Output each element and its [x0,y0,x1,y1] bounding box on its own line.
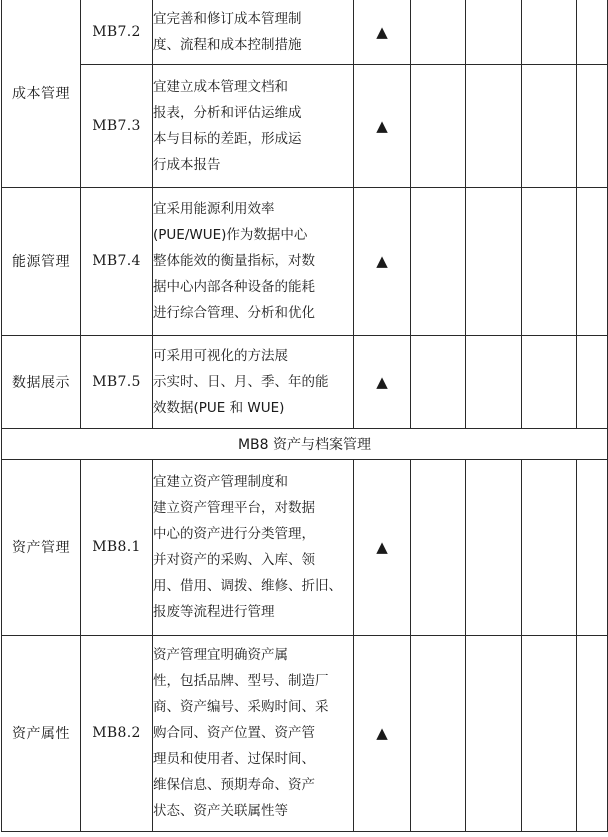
code-cell [81,335,153,428]
level-mark-cell [354,187,411,335]
text-line: 宜完善和修订成本管理制 [153,10,302,27]
category-label: 能源管理 [12,254,70,270]
empty-level-cell [522,335,577,428]
item-code: MB7.3 [92,117,141,134]
table-row-mb7-2 [2,0,608,64]
table-row-mb7-5 [2,335,608,428]
triangle-mark-icon: ▲ [376,724,388,742]
item-code: MB7.4 [92,253,141,269]
table-row-mb7-3 [2,64,608,187]
empty-level-cell [466,0,522,64]
empty-level-cell [577,335,608,428]
text-line: 中心的资产进行分类管理， [153,526,315,542]
text-line: 维保信息、预期寿命、资产 [153,777,315,793]
text-line: 理员和使用者、过保时间、 [153,751,315,767]
requirement-text-cell [153,187,354,335]
requirements-table [1,0,608,832]
requirement-text-cell [153,459,354,635]
empty-level-cell [522,187,577,335]
code-cell [81,187,153,335]
category-cell-energy-management [2,187,81,335]
text-line: 据中心内部各种设备的能耗 [153,279,315,295]
code-cell [81,0,153,64]
empty-level-cell [522,459,577,635]
text-line: 资产管理宜明确资产属 [153,647,288,663]
empty-level-cell [577,64,608,187]
level-mark-cell [354,64,411,187]
requirement-text-cell [153,64,354,187]
text-line: 并对资产的采购、入库、领 [153,552,315,568]
table-row-mb8-2 [2,635,608,831]
text-line: 行成本报告 [153,156,221,173]
empty-level-cell [411,459,466,635]
requirement-text-cell [153,0,354,64]
level-mark-cell [354,335,411,428]
text-line: 宜建立成本管理文档和 [153,78,288,95]
empty-level-cell [466,187,522,335]
category-label: 数据展示 [12,374,70,391]
text-line: 状态、资产关联属性等 [153,803,288,819]
category-cell-asset-management [2,459,81,635]
empty-level-cell [577,187,608,335]
item-code: MB7.5 [92,373,141,390]
text-line: 进行综合管理、分析和优化 [153,305,315,321]
code-cell [81,459,153,635]
triangle-mark-icon: ▲ [376,116,388,135]
section-title-cell [2,428,608,459]
item-code: MB8.1 [92,539,141,555]
empty-level-cell [411,335,466,428]
level-mark-cell [354,459,411,635]
level-mark-cell [354,635,411,831]
empty-level-cell [411,64,466,187]
text-line: 性，包括品牌、型号、制造厂 [153,673,329,689]
text-line: 购合同、资产位置、资产管 [153,725,315,741]
empty-level-cell [411,187,466,335]
level-mark-cell [354,0,411,64]
category-cell-cost-management [2,0,81,187]
table-row-mb8-1 [2,459,608,635]
text-line: 宜建立资产管理制度和 [153,474,288,490]
text-line: 建立资产管理平台，对数据 [153,500,315,516]
text-line: 本与目标的差距，形成运 [153,130,302,147]
empty-level-cell [522,64,577,187]
text-line: 示实时、日、月、季、年的能 [153,373,329,390]
empty-level-cell [522,635,577,831]
category-label: 成本管理 [12,86,70,103]
text-line: 宜采用能源利用效率 [153,201,275,217]
text-line: 可采用可视化的方法展 [153,347,288,364]
empty-level-cell [577,635,608,831]
section-header-row [2,428,608,459]
triangle-mark-icon: ▲ [376,22,388,41]
empty-level-cell [466,635,522,831]
triangle-mark-icon: ▲ [376,252,388,270]
table-row-mb7-4 [2,187,608,335]
code-cell [81,635,153,831]
category-cell-asset-attributes [2,635,81,831]
category-label: 资产管理 [12,540,70,556]
empty-level-cell [466,335,522,428]
empty-level-cell [522,0,577,64]
requirement-text-cell [153,635,354,831]
table-body [2,0,608,831]
empty-level-cell [466,459,522,635]
item-code: MB7.2 [92,23,141,40]
triangle-mark-icon: ▲ [376,372,388,391]
empty-level-cell [411,635,466,831]
empty-level-cell [577,459,608,635]
category-cell-data-display [2,335,81,428]
text-line: 度、流程和成本控制措施 [153,36,302,53]
text-line: 用、借用、调拨、维修、折旧、 [153,578,342,594]
requirement-text-cell [153,335,354,428]
empty-level-cell [577,0,608,64]
section-title: MB8 资产与档案管理 [237,436,372,453]
empty-level-cell [411,0,466,64]
text-line: (PUE/WUE)作为数据中心 [153,227,308,243]
text-line: 效数据(PUE 和 WUE) [153,399,285,416]
text-line: 报表，分析和评估运维成 [153,104,302,121]
code-cell [81,64,153,187]
text-line: 报废等流程进行管理 [153,604,275,620]
category-label: 资产属性 [12,726,70,742]
text-line: 整体能效的衡量指标，对数 [153,253,315,269]
item-code: MB8.2 [92,725,141,741]
empty-level-cell [466,64,522,187]
text-line: 商、资产编号、采购时间、采 [153,699,329,715]
triangle-mark-icon: ▲ [376,538,388,556]
